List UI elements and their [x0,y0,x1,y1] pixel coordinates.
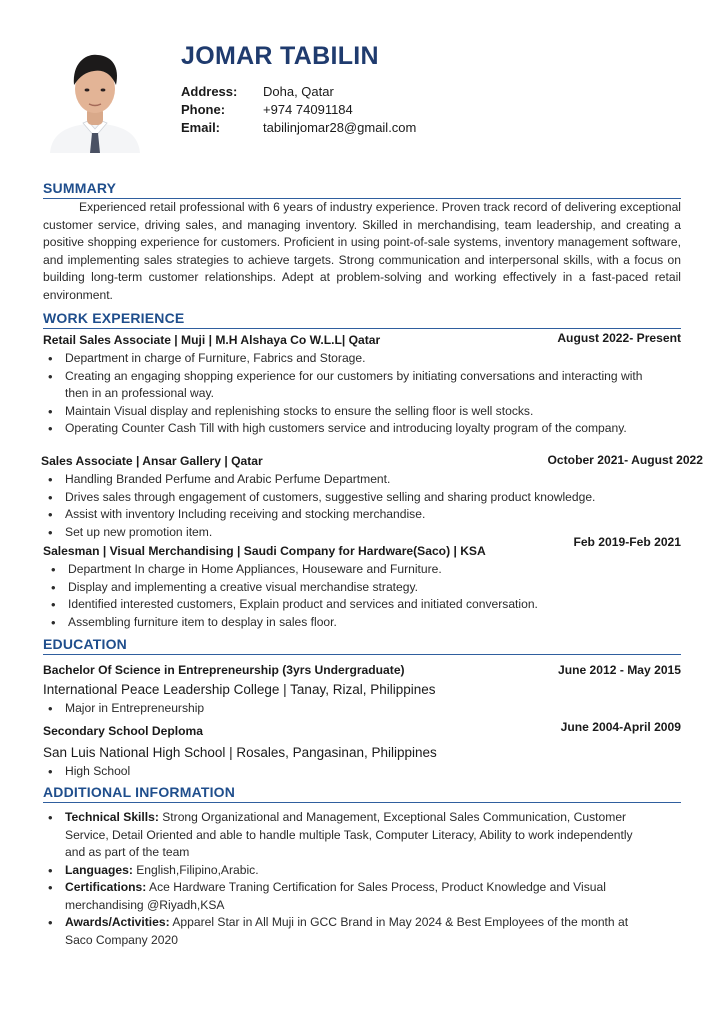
list-item [43,879,653,914]
list-item [43,914,653,949]
education-date-2: June 2004-April 2009 [560,720,681,734]
job-date-2: October 2021- August 2022 [547,453,703,467]
list-item: • Department in charge of Furniture, Fabrics and Storage. [43,350,643,368]
additional-info-list [43,809,653,949]
job-bullets-2 [43,471,683,541]
certifications-text: Ace Hardware Traning Certification for Sales Process, Product Knowledge and Visual merchandising @Riyadh,KSA [65,880,606,912]
list-item: • Creating an engaging shopping experience for our customers by initiating conversations and interacting with then in an professional way. [43,368,643,403]
list-item: • Display and implementing a creative visual merchandise strategy. [46,579,666,597]
education-heading: EDUCATION [43,636,127,652]
list-item: • Drives sales through engagement of customers, suggestive selling and sharing product knowledge. [43,489,683,507]
work-experience-heading: WORK EXPERIENCE [43,310,185,326]
list-item: • Major in Entrepreneurship [43,700,643,718]
list-item: • Identified interested customers, Explain product and services and initiated conversation. [46,596,666,614]
certifications-label: Certifications: [65,880,147,894]
list-item: • Maintain Visual display and replenishing stocks to ensure the selling floor is well stocks. [43,403,643,421]
address-value: Doha, Qatar [263,84,334,99]
job-bullets-1 [43,350,643,438]
candidate-name: JOMAR TABILIN [181,42,379,70]
degree-1: Bachelor Of Science in Entrepreneurship (3yrs Undergraduate) [43,663,405,677]
additional-info-divider [43,802,681,803]
profile-photo [42,45,148,153]
list-item: • Set up new promotion item. [43,524,683,542]
education-bullets-1 [43,700,643,718]
job-title-1: Retail Sales Associate | Muji | M.H Alshaya Co W.L.L| Qatar [43,333,381,347]
education-date-1: June 2012 - May 2015 [557,663,681,677]
phone-label: Phone: [181,102,226,117]
list-item: • High School [43,763,643,781]
awards-label: Awards/Activities: [65,915,170,929]
list-item [43,809,653,862]
job-title-2: Sales Associate | Ansar Gallery | Qatar [41,454,263,468]
list-item: • Department In charge in Home Appliances, Houseware and Furniture. [46,561,666,579]
list-item [43,862,653,880]
awards-text: Apparel Star in All Muji in GCC Brand in May 2024 & Best Employees of the month at Saco Company 2020 [65,915,629,947]
technical-skills-text: Strong Organizational and Management, Exceptional Sales Communication, Customer Service, Detail Oriented and able to handle multiple Task, Computer Literacy, Ability to work independently and as part of the team [65,810,633,859]
education-divider [43,654,681,655]
job-bullets-3 [46,561,666,631]
phone-value: +974 74091184 [263,102,353,117]
summary-heading: SUMMARY [43,180,117,196]
email-label: Email: [181,120,221,135]
languages-label: Languages: [65,862,133,877]
languages-text: English,Filipino,Arabic. [132,862,259,877]
job-date-1: August 2022- Present [557,331,681,345]
school-2: San Luis National High School | Rosales, Pangasinan, Philippines [43,745,437,760]
additional-info-heading: ADDITIONAL INFORMATION [43,784,236,800]
list-item: • Operating Counter Cash Till with high customers service and introducing loyalty program of the company. [43,420,643,438]
list-item: • Assembling furniture item to desplay in sales floor. [46,614,666,632]
job-date-3: Feb 2019-Feb 2021 [573,535,681,549]
technical-skills-label: Technical Skills: [65,810,159,824]
list-item: • Handling Branded Perfume and Arabic Perfume Department. [43,471,683,489]
list-item: • Assist with inventory Including receiving and stocking merchandise. [43,506,683,524]
school-1: International Peace Leadership College | Tanay, Rizal, Philippines [43,682,436,697]
email-value[interactable]: tabilinjomar28@gmail.com [263,120,417,135]
education-bullets-2 [43,763,643,781]
job-title-3: Salesman | Visual Merchandising | Saudi Company for Hardware(Saco) | KSA [43,544,486,558]
degree-2: Secondary School Deploma [43,724,203,738]
work-experience-divider [43,328,681,329]
summary-text: Experienced retail professional with 6 years of industry experience. Proven track record of delivering exceptional customer service, driving sales, and managing inventory. Skilled in merchandising, team leadership, and creating a positive shopping experience for customers. Proficient in using point-of-sale systems, inventory management software, and implementing sales strategies to achieve targets. Strong communication and interpersonal skills, with a focus on building long-term customer relationships. Adept at problem-solving and working effectively in a fast-paced retail environment. [43,200,681,302]
address-label: Address: [181,84,238,99]
